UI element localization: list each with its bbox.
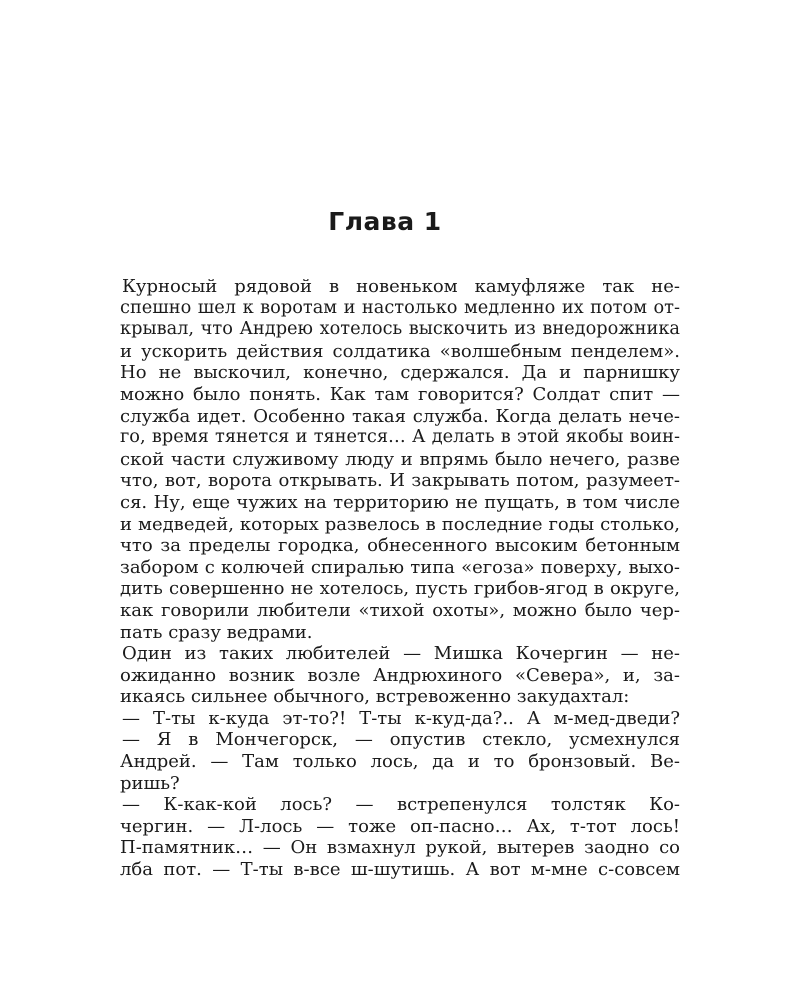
text-line: — К-как-кой лось? — встрепенулся толстяк Ко- [122,794,680,816]
chapter-body-text [120,276,680,881]
text-line: можно было понять. Как там говорится? Солдат спит — [120,383,680,405]
text-line: забором с колючей спиралью типа «егоза» поверху, выхо- [120,556,680,578]
text-line: Но не выскочил, конечно, сдержался. Да и парнишку [120,362,680,384]
text-line: — Я в Мончегорск, — опустив стекло, усмехнулся [122,729,680,751]
text-line: и медведей, которых развелось в последние годы столько, [120,513,680,535]
text-line: — Т-ты к-куда эт-то?! Т-ты к-куд-да?.. А м-мед-дведи? [122,707,680,729]
text-line: и ускорить действия солдатика «волшебным пенделем». [120,340,680,362]
text-line: лба пот. — Т-ты в-все ш-шутишь. А вот м-мне с-совсем [120,859,680,881]
text-line: чергин. — Л-лось — тоже оп-пасно… Ах, т-тот лось! [120,815,680,837]
text-line: дить совершенно не хотелось, пусть грибов-ягод в округе, [120,578,680,600]
text-line: Андрей. — Там только лось, да и то бронзовый. Ве- [120,751,680,773]
text-line: Курносый рядовой в новеньком камуфляже так не- [122,276,680,297]
text-line: ришь? [120,772,180,794]
text-line: икаясь сильнее обычного, встревоженно закудахтал: [120,686,630,708]
text-line: пать сразу ведрами. [120,621,313,643]
text-line: ской части служивому люду и впрямь было нечего, разве [120,448,680,470]
text-line: служба идет. Особенно такая служба. Когда делать нече- [120,405,680,427]
chapter-title: Глава 1 [328,207,442,236]
text-line: Один из таких любителей — Мишка Кочергин — не- [122,643,680,665]
text-line: как говорили любители «тихой охоты», можно было чер- [120,599,680,621]
text-line: ожиданно возник возле Андрюхиного «Севера», и, за- [120,664,680,686]
text-line: спешно шел к воротам и настолько медленно их потом от- [120,297,680,318]
text-line: го, время тянется и тянется… А делать в этой якобы воин- [120,427,680,448]
text-line: что, вот, ворота открывать. И закрывать потом, разумеет- [120,470,680,492]
text-line: крывал, что Андрею хотелось выскочить из внедорожника [120,319,680,340]
text-line: ся. Ну, еще чужих на территорию не пущать, в том числе [120,491,680,513]
text-line: что за пределы городка, обнесенного высоким бетонным [120,535,680,557]
text-line: П-памятник… — Он взмахнул рукой, вытерев заодно со [120,837,680,859]
